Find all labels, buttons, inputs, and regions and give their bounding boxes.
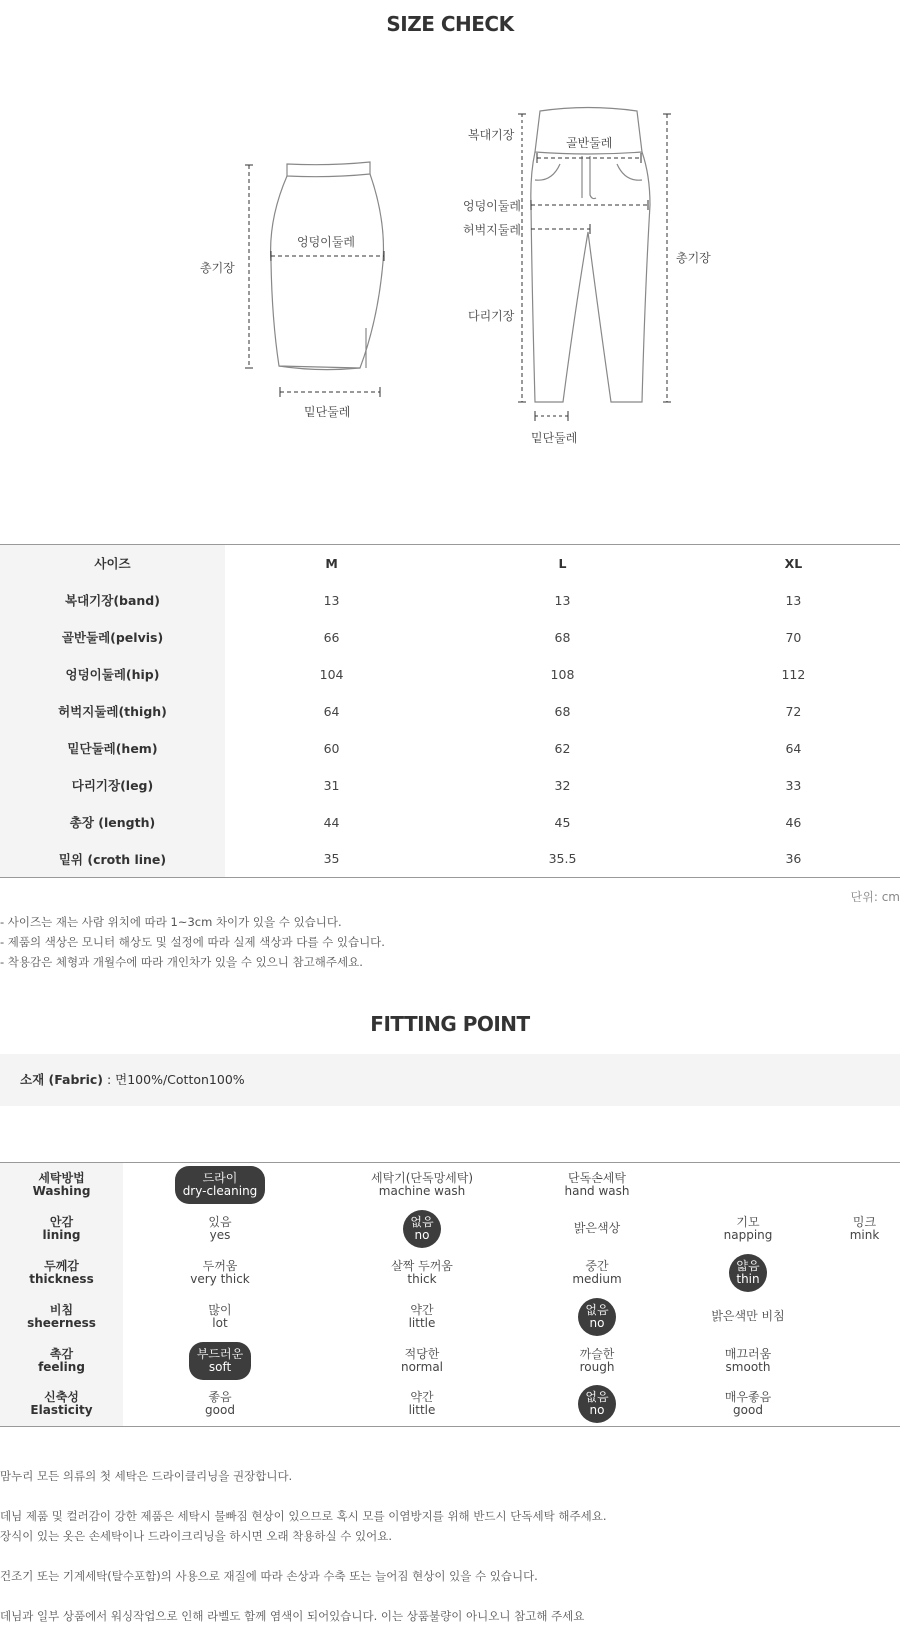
fit-option-cell bbox=[527, 1339, 667, 1383]
fit-option-cell bbox=[123, 1383, 317, 1427]
fit-option-en: soft bbox=[208, 1359, 232, 1374]
fit-option-en: very thick bbox=[190, 1271, 250, 1286]
cell-m: 31 bbox=[323, 777, 340, 793]
fit-option bbox=[391, 1258, 453, 1288]
fit-option-cell bbox=[527, 1207, 667, 1251]
fit-option-cell bbox=[829, 1251, 900, 1295]
fit-option-cell bbox=[667, 1339, 829, 1383]
fit-option-cell bbox=[317, 1163, 527, 1207]
table-row bbox=[0, 656, 900, 693]
cell-xl: 46 bbox=[785, 814, 802, 830]
fit-option bbox=[371, 1170, 473, 1200]
care-line: 건조기 또는 기계세탁(탈수포함)의 사용으로 재질에 따라 손상과 수축 또는 늘어짐 현상이 있을 수 있습니다. bbox=[0, 1569, 538, 1583]
fit-option-kr: 없음 bbox=[585, 1390, 609, 1405]
fit-option-kr: 많이 bbox=[208, 1302, 232, 1317]
skirt-illustration bbox=[271, 162, 384, 370]
fit-option-cell bbox=[123, 1295, 317, 1339]
fit-option-en: smooth bbox=[725, 1359, 771, 1374]
row-label: 골반둘레(pelvis) bbox=[0, 619, 225, 656]
fit-row-label-kr: 안감 bbox=[49, 1214, 74, 1229]
fit-row-label-en: feeling bbox=[38, 1359, 85, 1374]
table-row bbox=[0, 582, 900, 619]
fit-option-selected bbox=[403, 1210, 441, 1248]
note-line: - 사이즈는 재는 사람 위치에 따라 1~3cm 차이가 있을 수 있습니다. bbox=[0, 915, 342, 929]
fit-row bbox=[0, 1339, 900, 1383]
note-line: - 제품의 색상은 모니터 해상도 및 설정에 따라 실제 색상과 다를 수 있습니다. bbox=[0, 935, 385, 949]
fit-option-cell bbox=[317, 1383, 527, 1427]
fitting-point-title: FITTING POINT bbox=[370, 1012, 530, 1036]
fit-option-en: rough bbox=[579, 1359, 615, 1374]
fit-option bbox=[725, 1346, 771, 1376]
fit-option-kr: 없음 bbox=[410, 1214, 434, 1229]
skirt-hip-label: 엉덩이둘레 bbox=[297, 235, 355, 249]
size-notes bbox=[0, 912, 385, 972]
size-header-label: 사이즈 bbox=[0, 545, 225, 582]
fit-row-label bbox=[0, 1163, 123, 1207]
skirt-length-label: 총기장 bbox=[200, 261, 235, 275]
fit-option-selected bbox=[729, 1254, 767, 1292]
size-header-l: L bbox=[558, 555, 567, 571]
cell-l: 68 bbox=[554, 703, 571, 719]
table-row bbox=[0, 693, 900, 730]
fit-row-label-kr: 신축성 bbox=[44, 1390, 79, 1405]
fit-row bbox=[0, 1295, 900, 1339]
fit-option bbox=[190, 1258, 250, 1288]
care-line: 데님 제품 및 컬러감이 강한 제품은 세탁시 물빠짐 현상이 있으므로 혹시 모를 이염방지를 위해 반드시 단독세탁 해주세요. bbox=[0, 1509, 607, 1523]
fit-row-label bbox=[0, 1295, 123, 1339]
cell-m: 44 bbox=[323, 814, 340, 830]
fit-option-selected bbox=[578, 1385, 616, 1423]
fit-option-cell bbox=[123, 1339, 317, 1383]
cell-m: 60 bbox=[323, 740, 340, 756]
fit-option-kr: 없음 bbox=[585, 1302, 609, 1317]
fit-row-label-kr: 두께감 bbox=[44, 1258, 79, 1273]
fit-option bbox=[401, 1346, 443, 1376]
fit-option-kr: 단독손세탁 bbox=[568, 1170, 626, 1185]
table-row bbox=[0, 767, 900, 804]
fit-option-cell bbox=[317, 1339, 527, 1383]
fit-option bbox=[208, 1214, 231, 1244]
fit-option-en: no bbox=[589, 1315, 605, 1330]
fit-option-en: dry-cleaning bbox=[182, 1183, 258, 1198]
cell-l: 32 bbox=[554, 777, 571, 793]
pants-illustration bbox=[531, 108, 650, 403]
fit-option-cell bbox=[829, 1295, 900, 1339]
fit-option-selected bbox=[189, 1342, 251, 1380]
fit-option-kr: 약간 bbox=[410, 1390, 434, 1405]
fit-row bbox=[0, 1207, 900, 1251]
pants-pelvis-label: 골반둘레 bbox=[566, 136, 613, 150]
row-label: 총장 (length) bbox=[0, 804, 225, 841]
fit-option-en: good bbox=[733, 1403, 763, 1418]
table-row bbox=[0, 619, 900, 656]
fit-row-label-en: thickness bbox=[29, 1271, 94, 1286]
fit-option-cell bbox=[829, 1163, 900, 1207]
fit-row bbox=[0, 1163, 900, 1207]
fit-option-kr: 약간 bbox=[410, 1302, 434, 1317]
fit-option-kr: 부드러운 bbox=[196, 1346, 244, 1361]
fit-option-cell bbox=[667, 1163, 829, 1207]
cell-l: 35.5 bbox=[548, 851, 577, 867]
fit-option-en: mink bbox=[849, 1227, 880, 1242]
fit-option bbox=[574, 1220, 620, 1237]
fit-row-label-kr: 비침 bbox=[49, 1302, 74, 1317]
row-label: 허벅지둘레(thigh) bbox=[0, 693, 225, 730]
fit-option-selected bbox=[578, 1298, 616, 1336]
fit-option-cell bbox=[123, 1163, 317, 1207]
cell-l: 45 bbox=[554, 814, 571, 830]
cell-xl: 33 bbox=[785, 777, 802, 793]
fit-row-label-en: Elasticity bbox=[30, 1403, 93, 1418]
fit-option-selected bbox=[175, 1166, 266, 1204]
cell-xl: 64 bbox=[785, 740, 802, 756]
row-label: 밑위 (croth line) bbox=[0, 841, 225, 878]
fit-option-kr: 살짝 두꺼움 bbox=[391, 1258, 453, 1273]
cell-m: 64 bbox=[323, 703, 340, 719]
fit-option-cell bbox=[527, 1251, 667, 1295]
fit-option bbox=[409, 1302, 436, 1332]
fit-option-en: yes bbox=[209, 1227, 231, 1242]
fit-option bbox=[725, 1389, 771, 1419]
fit-option-cell bbox=[317, 1207, 527, 1251]
fit-option-kr: 매끄러움 bbox=[724, 1346, 772, 1361]
fit-option-kr: 드라이 bbox=[202, 1170, 238, 1185]
cell-m: 35 bbox=[323, 851, 340, 867]
fit-option bbox=[850, 1214, 880, 1244]
table-row bbox=[0, 804, 900, 841]
cell-xl: 36 bbox=[785, 851, 802, 867]
fit-option-en: thick bbox=[407, 1271, 437, 1286]
fit-option-kr: 있음 bbox=[208, 1214, 232, 1229]
fit-option-cell bbox=[123, 1207, 317, 1251]
fit-option-en: little bbox=[408, 1315, 436, 1330]
fit-option-en: normal bbox=[400, 1359, 444, 1374]
fit-option bbox=[208, 1302, 231, 1332]
fit-option bbox=[580, 1346, 615, 1376]
size-check-title: SIZE CHECK bbox=[386, 12, 514, 36]
cell-l: 62 bbox=[554, 740, 571, 756]
fit-option bbox=[724, 1214, 773, 1244]
fit-option-kr: 밝은색상 bbox=[573, 1221, 621, 1235]
size-diagram bbox=[0, 90, 900, 460]
fit-option-kr: 세탁기(단독망세탁) bbox=[370, 1170, 474, 1185]
fit-row bbox=[0, 1383, 900, 1427]
pants-leg-label: 다리기장 bbox=[468, 309, 515, 323]
fit-option-kr: 중간 bbox=[585, 1258, 609, 1273]
fit-row-label-en: lining bbox=[42, 1227, 81, 1242]
fitting-table bbox=[0, 1162, 900, 1427]
cell-xl: 70 bbox=[785, 629, 802, 645]
pants-hem-label: 밑단둘레 bbox=[531, 431, 578, 445]
fit-option bbox=[564, 1170, 629, 1200]
fit-option-en: thin bbox=[736, 1271, 760, 1286]
fit-row-label-kr: 세탁방법 bbox=[38, 1170, 85, 1185]
fit-row-label bbox=[0, 1383, 123, 1427]
fit-row bbox=[0, 1251, 900, 1295]
pants-hip-label: 엉덩이둘레 bbox=[463, 199, 521, 213]
cell-xl: 112 bbox=[781, 666, 806, 682]
fit-option-cell bbox=[667, 1251, 829, 1295]
fit-row-label-en: sheerness bbox=[27, 1315, 96, 1330]
fit-option bbox=[711, 1308, 784, 1325]
fit-option-en: good bbox=[205, 1403, 235, 1418]
pants-band-label: 복대기장 bbox=[468, 128, 515, 142]
cell-m: 104 bbox=[319, 666, 344, 682]
size-table bbox=[0, 544, 900, 878]
fit-option-en: hand wash bbox=[564, 1183, 630, 1198]
unit-label: 단위: cm bbox=[850, 890, 900, 904]
cell-xl: 13 bbox=[785, 592, 802, 608]
fit-option-cell bbox=[317, 1251, 527, 1295]
fit-option-cell bbox=[667, 1207, 829, 1251]
fit-option-cell bbox=[317, 1295, 527, 1339]
fit-option-cell bbox=[829, 1339, 900, 1383]
fit-option-en: no bbox=[414, 1227, 430, 1242]
fit-row-label bbox=[0, 1339, 123, 1383]
fit-option-kr: 밍크 bbox=[852, 1214, 877, 1229]
size-header-xl: XL bbox=[784, 555, 803, 571]
fit-row-label-en: Washing bbox=[32, 1183, 91, 1198]
note-line: - 착용감은 체형과 개월수에 따라 개인차가 있을 수 있으니 참고해주세요. bbox=[0, 955, 363, 969]
fit-option-cell bbox=[667, 1383, 829, 1427]
cell-m: 13 bbox=[323, 592, 340, 608]
fit-option bbox=[205, 1389, 235, 1419]
care-line: 데님과 일부 상품에서 워싱작업으로 인해 라벨도 함께 염색이 되어있습니다. 이는 상품불량이 아니오니 참고해 주세요 bbox=[0, 1609, 585, 1623]
fit-option-cell bbox=[829, 1207, 900, 1251]
skirt-hem-label: 밑단둘레 bbox=[304, 405, 351, 419]
row-label: 밑단둘레(hem) bbox=[0, 730, 225, 767]
fit-option-en: machine wash bbox=[378, 1183, 466, 1198]
cell-l: 108 bbox=[550, 666, 575, 682]
fit-option-kr: 두꺼움 bbox=[202, 1258, 238, 1273]
fit-option-cell bbox=[667, 1295, 829, 1339]
fit-row-label-kr: 촉감 bbox=[49, 1346, 74, 1361]
fit-row-label bbox=[0, 1251, 123, 1295]
fabric-value: : 면100%/Cotton100% bbox=[102, 1072, 245, 1087]
cell-m: 66 bbox=[323, 629, 340, 645]
fit-option-kr: 매우좋음 bbox=[724, 1390, 772, 1405]
fit-option-cell bbox=[123, 1251, 317, 1295]
fit-row-label bbox=[0, 1207, 123, 1251]
row-label: 다리기장(leg) bbox=[0, 767, 225, 804]
cell-l: 68 bbox=[554, 629, 571, 645]
pants-length-label: 총기장 bbox=[676, 251, 711, 265]
cell-xl: 72 bbox=[785, 703, 802, 719]
fit-option-en: medium bbox=[572, 1271, 622, 1286]
row-label: 엉덩이둘레(hip) bbox=[0, 656, 225, 693]
fit-option-kr: 기모 bbox=[736, 1214, 760, 1229]
table-row bbox=[0, 841, 900, 878]
fit-option-kr: 얇음 bbox=[736, 1258, 760, 1273]
care-line: 장식이 있는 옷은 손세탁이나 드라이크리닝을 하시면 오래 착용하실 수 있어요. bbox=[0, 1529, 393, 1543]
row-label: 복대기장(band) bbox=[0, 582, 225, 619]
fit-option-kr: 밝은색만 비침 bbox=[711, 1309, 785, 1323]
size-header-m: M bbox=[325, 555, 338, 571]
pants-thigh-label: 허벅지둘레 bbox=[463, 223, 521, 237]
fit-option-kr: 까슬한 bbox=[579, 1346, 615, 1361]
fit-option-en: napping bbox=[723, 1227, 773, 1242]
fabric-label: 소재 (Fabric) bbox=[20, 1072, 103, 1087]
fit-option bbox=[409, 1389, 436, 1419]
fit-option-cell bbox=[527, 1383, 667, 1427]
fit-option-cell bbox=[527, 1295, 667, 1339]
fit-option-cell bbox=[527, 1163, 667, 1207]
care-line: 맘누리 모든 의류의 첫 세탁은 드라이클리닝을 권장합니다. bbox=[0, 1469, 293, 1483]
table-row bbox=[0, 730, 900, 767]
fit-option-en: lot bbox=[212, 1315, 228, 1330]
cell-l: 13 bbox=[554, 592, 571, 608]
size-table-header bbox=[0, 545, 900, 582]
fit-option-en: no bbox=[589, 1403, 605, 1418]
fit-option bbox=[572, 1258, 621, 1288]
fabric-info bbox=[0, 1054, 900, 1106]
fit-option-kr: 좋음 bbox=[208, 1390, 232, 1405]
fit-option-en: little bbox=[408, 1403, 436, 1418]
fit-option-kr: 적당한 bbox=[404, 1346, 440, 1361]
fit-option-cell bbox=[829, 1383, 900, 1427]
